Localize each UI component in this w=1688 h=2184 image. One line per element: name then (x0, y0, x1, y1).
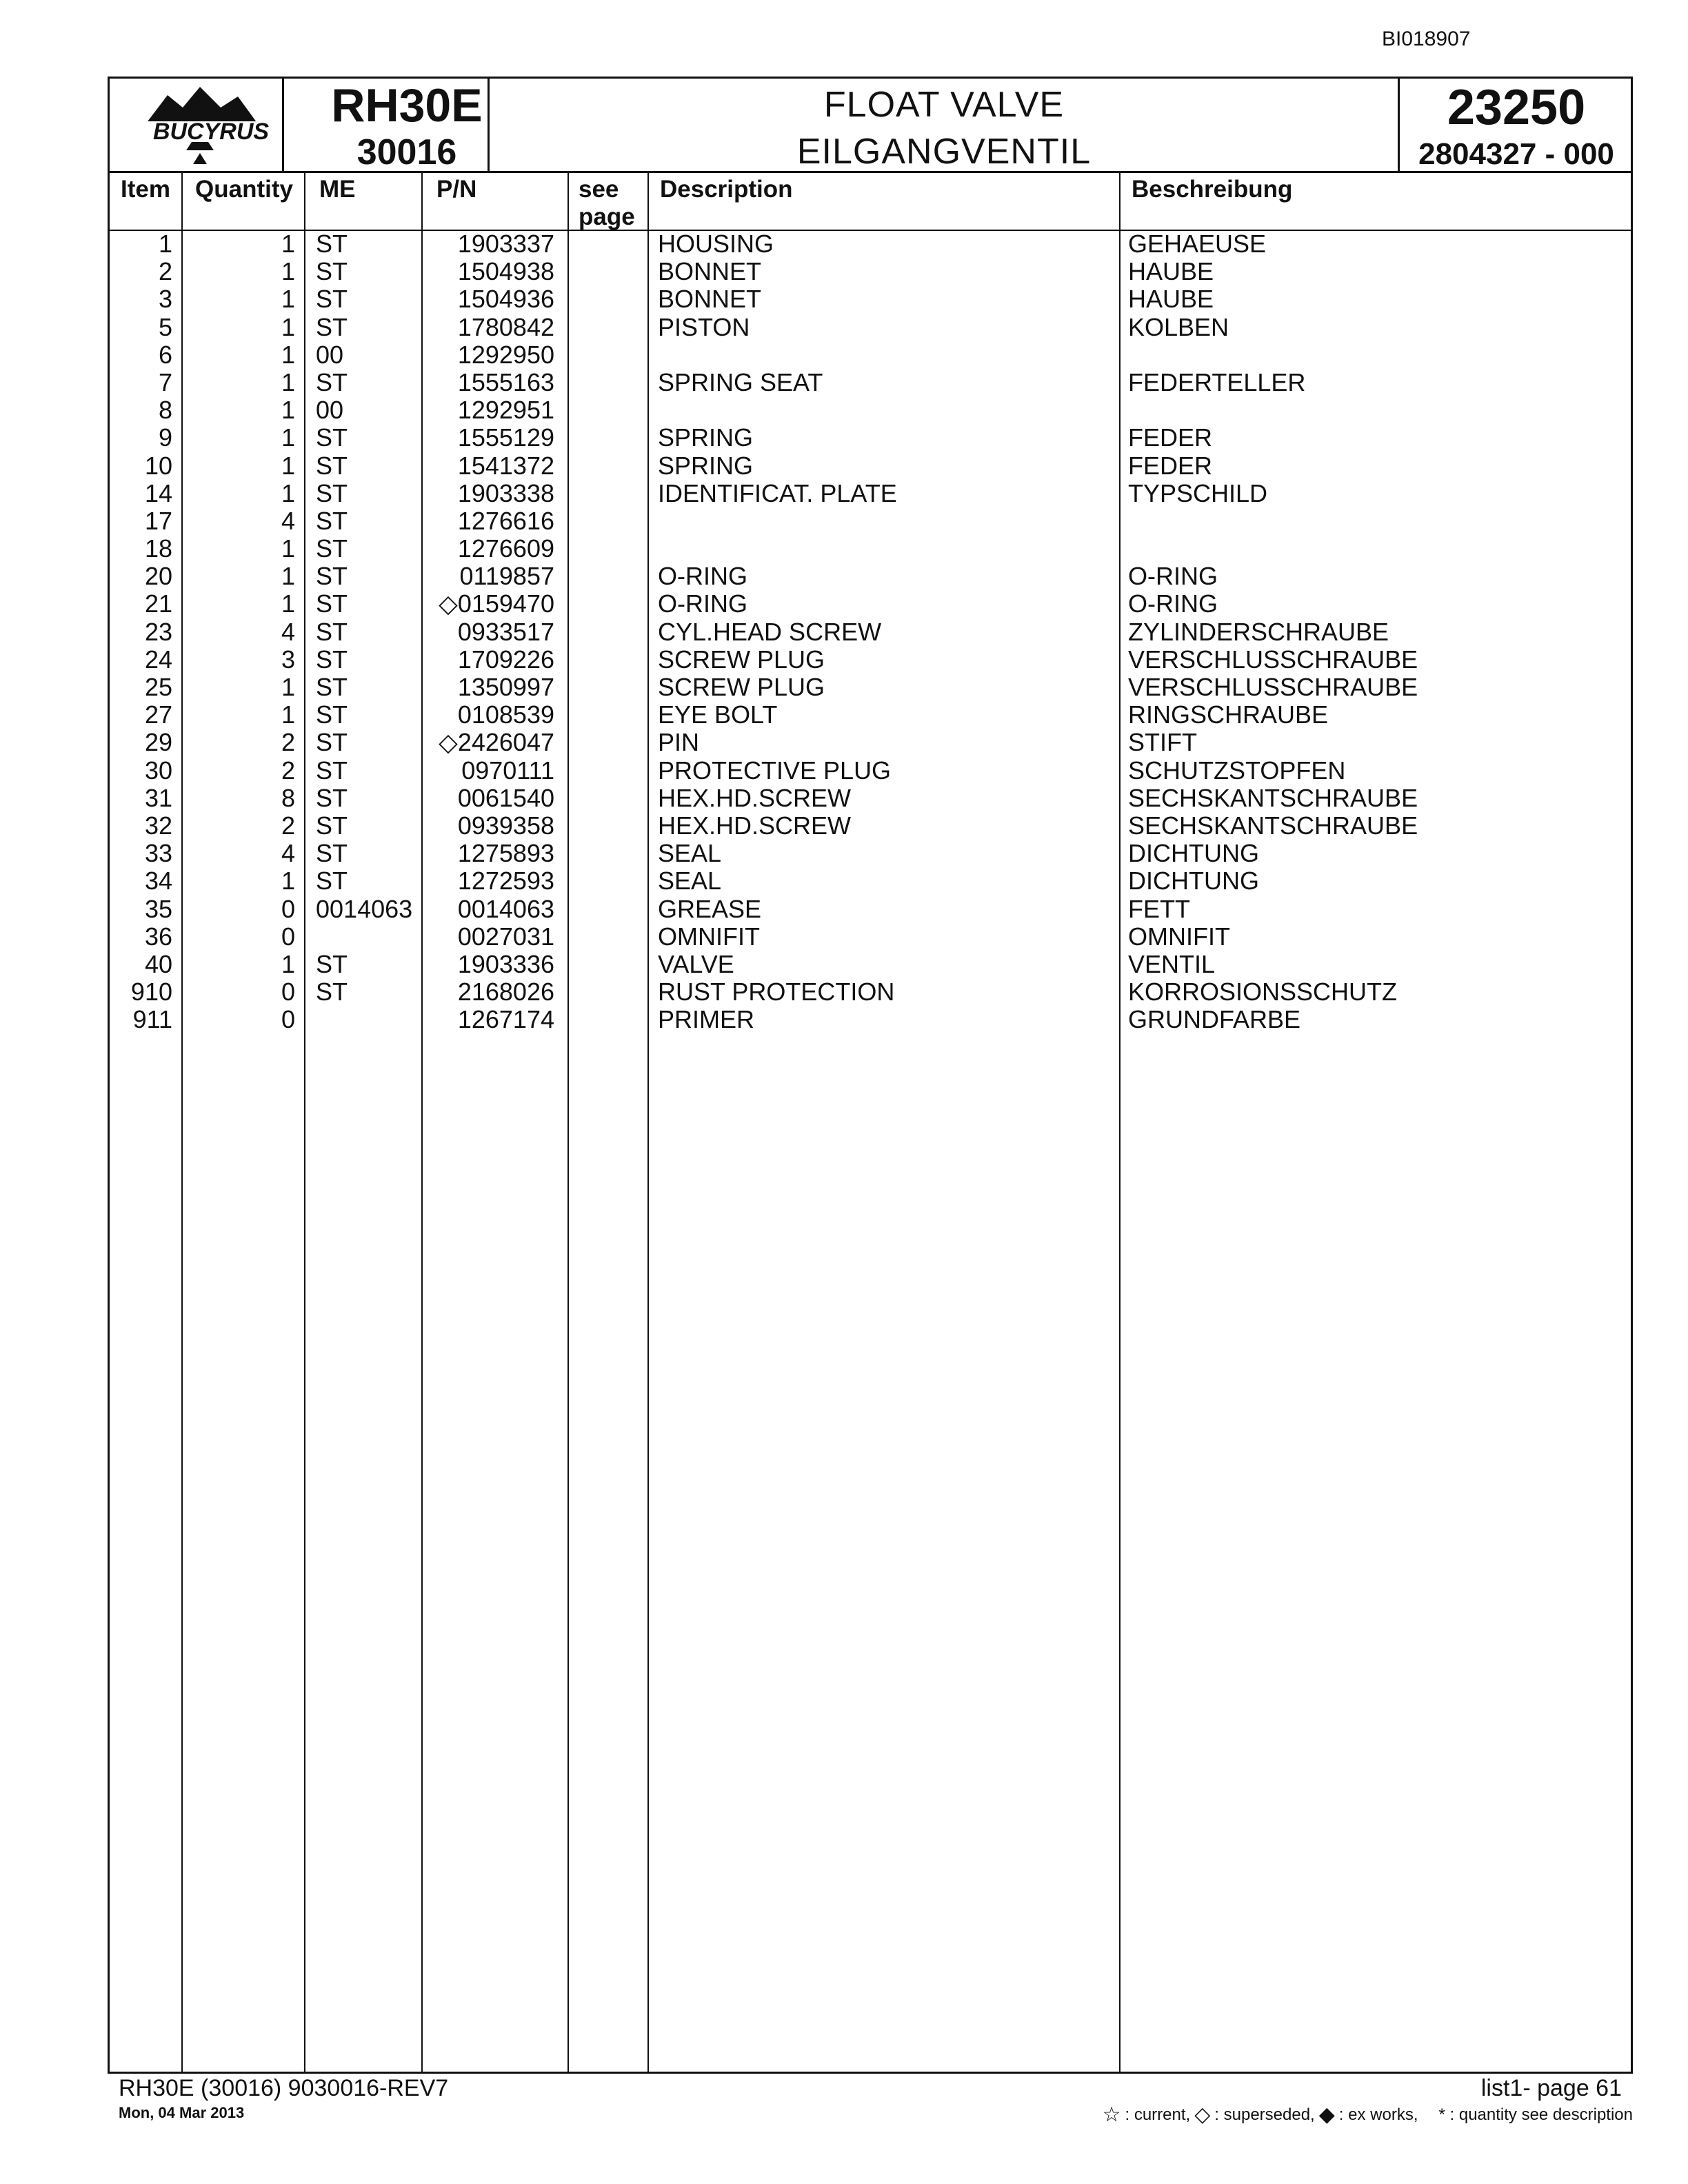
table-row (0, 923, 1688, 951)
table-row (0, 646, 1688, 674)
col-header-me: ME (319, 176, 356, 203)
beschreibung-cell: HAUBE (1128, 257, 1214, 286)
me-cell: ST (316, 978, 348, 1007)
me-cell: ST (316, 756, 348, 785)
diamond-filled-icon: ◆ (1318, 2103, 1335, 2126)
beschreibung-cell: SCHUTZSTOPFEN (1128, 756, 1346, 785)
description-cell: HEX.HD.SCREW (658, 783, 852, 812)
table-row (0, 535, 1688, 563)
part-number-cell: 1272593 (457, 867, 554, 896)
description-cell: VALVE (658, 949, 734, 978)
description-cell: O-RING (658, 562, 747, 591)
description-cell: OMNIFIT (658, 922, 760, 951)
quantity-cell: 1 (281, 451, 295, 480)
quantity-cell: 1 (281, 312, 295, 341)
description-cell: BONNET (658, 257, 762, 286)
me-cell: 00 (316, 340, 344, 369)
part-number-cell: 1903336 (457, 949, 554, 978)
me-cell: ST (316, 478, 348, 507)
item-cell: 32 (144, 811, 172, 840)
part-number-cell: 1276616 (457, 506, 554, 535)
quantity-cell: 2 (281, 811, 295, 840)
description-cell: SCREW PLUG (658, 645, 825, 674)
description-cell: PISTON (658, 312, 750, 341)
me-cell: ST (316, 839, 348, 868)
quantity-cell: 2 (281, 728, 295, 757)
table-row (0, 396, 1688, 424)
me-cell: ST (316, 783, 348, 812)
me-cell: ST (316, 423, 348, 452)
me-cell: ST (316, 367, 348, 396)
me-cell: ST (316, 451, 348, 480)
bucyrus-logo (114, 81, 307, 171)
item-cell: 10 (144, 451, 172, 480)
quantity-cell: 1 (281, 396, 295, 425)
part-number-cell: 0061540 (457, 783, 554, 812)
part-number-cell: 0014063 (457, 894, 554, 923)
description-cell: SPRING SEAT (658, 367, 823, 396)
star-outline-icon: ☆ (1102, 2103, 1121, 2126)
part-number-cell: 0119857 (459, 562, 554, 591)
col-header-pn: P/N (436, 176, 477, 203)
description-cell: BONNET (658, 285, 762, 314)
me-cell: ST (316, 562, 348, 591)
description-cell: PRIMER (658, 1005, 755, 1034)
beschreibung-cell: FETT (1128, 894, 1190, 923)
logo-text: BUCYRUS (152, 119, 270, 145)
part-number-cell: 1275893 (457, 839, 554, 868)
item-cell: 8 (158, 396, 172, 425)
description-cell: EYE BOLT (658, 700, 778, 729)
footer-page: list1- page 61 (1480, 2075, 1622, 2101)
table-row (0, 563, 1688, 590)
item-cell: 3 (158, 285, 172, 314)
legend-current: : current, (1125, 2105, 1191, 2124)
quantity-cell: 1 (281, 700, 295, 729)
item-cell: 40 (144, 949, 172, 978)
me-cell: ST (316, 673, 348, 701)
legend-superseded: : superseded, (1214, 2105, 1315, 2124)
header-box (108, 77, 1633, 173)
quantity-cell: 0 (281, 1005, 295, 1034)
quantity-cell: 1 (281, 949, 295, 978)
item-cell: 6 (158, 340, 172, 369)
table-row (0, 840, 1688, 867)
item-cell: 30 (144, 756, 172, 785)
me-cell: ST (316, 728, 348, 757)
beschreibung-cell: VERSCHLUSSCHRAUBE (1128, 673, 1418, 701)
beschreibung-cell: RINGSCHRAUBE (1128, 700, 1329, 729)
quantity-cell: 1 (281, 534, 295, 563)
quantity-cell: 1 (281, 230, 295, 258)
quantity-cell: 1 (281, 478, 295, 507)
description-cell: SPRING (658, 423, 754, 452)
part-number-cell: ◇2426047 (439, 728, 554, 757)
description-cell: RUST PROTECTION (658, 978, 895, 1007)
col-header-see: see (579, 176, 619, 203)
beschreibung-cell: FEDERTELLER (1128, 367, 1306, 396)
part-number-cell: 0933517 (457, 617, 554, 646)
part-number-cell: 1267174 (457, 1005, 554, 1034)
parts-rows (0, 230, 1688, 1033)
table-row (0, 424, 1688, 452)
title-german: EILGANGVENTIL (796, 132, 1092, 172)
title-english: FLOAT VALVE (823, 85, 1065, 125)
description-cell: SEAL (658, 867, 722, 896)
item-cell: 20 (144, 562, 172, 591)
me-cell: ST (316, 867, 348, 896)
beschreibung-cell: TYPSCHILD (1128, 478, 1268, 507)
me-cell: ST (316, 506, 348, 535)
table-row (0, 896, 1688, 923)
me-cell: 0014063 (316, 894, 413, 923)
description-cell: HEX.HD.SCREW (658, 811, 852, 840)
part-number-cell: 1350997 (457, 673, 554, 701)
legend-ex-works: : ex works, (1338, 2105, 1418, 2124)
quantity-cell: 0 (281, 978, 295, 1007)
table-row (0, 369, 1688, 396)
table-row (0, 812, 1688, 840)
me-cell: ST (316, 257, 348, 286)
item-cell: 18 (144, 534, 172, 563)
part-number-cell: 1555129 (457, 423, 554, 452)
table-row (0, 590, 1688, 618)
model-number: RH30E (331, 79, 483, 132)
beschreibung-cell: HAUBE (1128, 285, 1214, 314)
quantity-cell: 4 (281, 617, 295, 646)
part-number-cell: 1780842 (457, 312, 554, 341)
beschreibung-cell: FEDER (1128, 451, 1213, 480)
item-cell: 24 (144, 645, 172, 674)
quantity-cell: 2 (281, 756, 295, 785)
part-number-cell: 1504938 (457, 257, 554, 286)
item-cell: 1 (158, 230, 172, 258)
beschreibung-cell: DICHTUNG (1128, 839, 1259, 868)
part-number-cell: 1292951 (457, 396, 554, 425)
quantity-cell: 8 (281, 783, 295, 812)
diamond-outline-icon: ◇ (1194, 2103, 1211, 2126)
item-cell: 910 (130, 978, 172, 1007)
quantity-cell: 4 (281, 506, 295, 535)
part-number-cell: 1541372 (457, 451, 554, 480)
legend-quantity: * : quantity see description (1438, 2105, 1633, 2124)
part-number-cell: 1709226 (457, 645, 554, 674)
document-id: BI018907 (1382, 28, 1471, 50)
item-cell: 35 (144, 894, 172, 923)
quantity-cell: 4 (281, 839, 295, 868)
table-row (0, 951, 1688, 978)
table-row (0, 785, 1688, 812)
col-header-page: page (579, 203, 635, 230)
footer-reference: RH30E (30016) 9030016-REV7 (119, 2075, 449, 2101)
me-cell: ST (316, 589, 348, 618)
quantity-cell: 1 (281, 589, 295, 618)
description-cell: PIN (658, 728, 700, 757)
quantity-cell: 1 (281, 673, 295, 701)
item-cell: 9 (158, 423, 172, 452)
part-number-cell: 1276609 (457, 534, 554, 563)
part-number-cell: 1292950 (457, 340, 554, 369)
beschreibung-cell: ZYLINDERSCHRAUBE (1128, 617, 1389, 646)
col-header-beschreibung: Beschreibung (1132, 176, 1293, 203)
item-cell: 5 (158, 312, 172, 341)
part-number-cell: 2168026 (457, 978, 554, 1007)
table-row (0, 507, 1688, 535)
item-cell: 25 (144, 673, 172, 701)
beschreibung-cell: KORROSIONSSCHUTZ (1128, 978, 1398, 1007)
me-cell: ST (316, 700, 348, 729)
table-row (0, 480, 1688, 507)
quantity-cell: 1 (281, 562, 295, 591)
beschreibung-cell: VERSCHLUSSCHRAUBE (1128, 645, 1418, 674)
description-cell: GREASE (658, 894, 762, 923)
beschreibung-cell: SECHSKANTSCHRAUBE (1128, 811, 1418, 840)
part-number-cell: 1504936 (457, 285, 554, 314)
quantity-cell: 1 (281, 285, 295, 314)
me-cell: ST (316, 285, 348, 314)
me-cell: ST (316, 617, 348, 646)
footer-date: Mon, 04 Mar 2013 (119, 2104, 245, 2121)
item-cell: 21 (144, 589, 172, 618)
me-cell: ST (316, 811, 348, 840)
table-row (0, 978, 1688, 1006)
part-number-cell: 1903337 (457, 230, 554, 258)
part-number-cell: 0970111 (461, 756, 554, 785)
item-cell: 33 (144, 839, 172, 868)
item-cell: 36 (144, 922, 172, 951)
me-cell: ST (316, 312, 348, 341)
table-row (0, 618, 1688, 646)
me-cell: ST (316, 534, 348, 563)
quantity-cell: 1 (281, 257, 295, 286)
description-cell: CYL.HEAD SCREW (658, 617, 882, 646)
part-number-cell: 0027031 (457, 922, 554, 951)
table-row (0, 258, 1688, 285)
item-cell: 23 (144, 617, 172, 646)
item-cell: 34 (144, 867, 172, 896)
description-cell: SEAL (658, 839, 722, 868)
me-cell: ST (316, 949, 348, 978)
item-cell: 2 (158, 257, 172, 286)
drawing-number: 2804327 - 000 (1418, 137, 1614, 171)
serial-number: 30016 (356, 132, 457, 172)
me-cell: ST (316, 645, 348, 674)
table-row (0, 701, 1688, 729)
part-number-cell: 0108539 (457, 700, 554, 729)
quantity-cell: 1 (281, 423, 295, 452)
beschreibung-cell: DICHTUNG (1128, 867, 1259, 896)
quantity-cell: 0 (281, 922, 295, 951)
item-cell: 29 (144, 728, 172, 757)
beschreibung-cell: SECHSKANTSCHRAUBE (1128, 783, 1418, 812)
table-row (0, 867, 1688, 895)
table-row (0, 230, 1688, 258)
description-cell: SPRING (658, 451, 754, 480)
item-cell: 14 (144, 478, 172, 507)
group-number: 23250 (1447, 80, 1586, 135)
description-cell: PROTECTIVE PLUG (658, 756, 892, 785)
quantity-cell: 1 (281, 867, 295, 896)
description-cell: IDENTIFICAT. PLATE (658, 478, 897, 507)
col-header-item: Item (121, 176, 170, 203)
quantity-cell: 3 (281, 645, 295, 674)
item-cell: 911 (132, 1005, 172, 1034)
item-cell: 7 (158, 367, 172, 396)
beschreibung-cell: VENTIL (1128, 949, 1216, 978)
beschreibung-cell: GEHAEUSE (1128, 230, 1267, 258)
part-number-cell: 1903338 (457, 478, 554, 507)
me-cell: ST (316, 230, 348, 258)
beschreibung-cell: FEDER (1128, 423, 1213, 452)
table-row (0, 729, 1688, 756)
table-row (0, 674, 1688, 701)
beschreibung-cell: GRUNDFARBE (1128, 1005, 1301, 1034)
table-row (0, 314, 1688, 341)
description-cell: O-RING (658, 589, 747, 618)
table-row (0, 285, 1688, 313)
table-row (0, 757, 1688, 785)
item-cell: 27 (144, 700, 172, 729)
col-header-description: Description (660, 176, 793, 203)
description-cell: SCREW PLUG (658, 673, 825, 701)
beschreibung-cell: KOLBEN (1128, 312, 1229, 341)
beschreibung-cell: STIFT (1128, 728, 1197, 757)
beschreibung-cell: O-RING (1128, 589, 1218, 618)
beschreibung-cell: OMNIFIT (1128, 922, 1230, 951)
table-row (0, 452, 1688, 480)
table-row (0, 341, 1688, 369)
beschreibung-cell: O-RING (1128, 562, 1218, 591)
table-row (0, 1006, 1688, 1033)
quantity-cell: 0 (281, 894, 295, 923)
quantity-cell: 1 (281, 367, 295, 396)
description-cell: HOUSING (658, 230, 774, 258)
item-cell: 17 (144, 506, 172, 535)
col-header-quantity: Quantity (195, 176, 293, 203)
me-cell: 00 (316, 396, 344, 425)
part-number-cell: ◇0159470 (439, 589, 554, 618)
part-number-cell: 1555163 (457, 367, 554, 396)
quantity-cell: 1 (281, 340, 295, 369)
item-cell: 31 (144, 783, 172, 812)
legend (1103, 2103, 1633, 2127)
part-number-cell: 0939358 (457, 811, 554, 840)
